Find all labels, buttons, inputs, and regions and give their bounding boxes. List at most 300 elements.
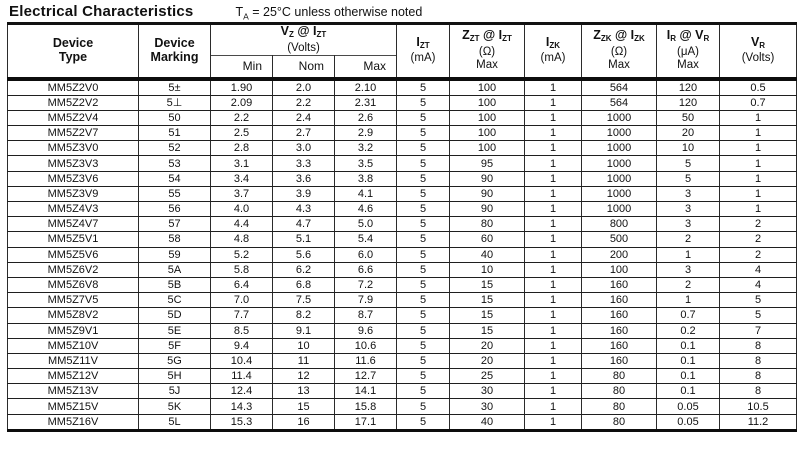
cell-device_marking: 57 xyxy=(139,217,211,232)
cell-izk_ma: 1 xyxy=(525,323,582,338)
cell-vz_min: 4.4 xyxy=(211,217,273,232)
cell-izt_ma: 5 xyxy=(397,141,450,156)
cell-zzk_max: 1000 xyxy=(582,110,657,125)
cell-zzk_max: 1000 xyxy=(582,186,657,201)
cell-device_marking: 5⊥ xyxy=(139,95,211,110)
cell-izk_ma: 1 xyxy=(525,141,582,156)
cell-zzk_max: 160 xyxy=(582,338,657,353)
cell-device_marking: 5A xyxy=(139,262,211,277)
cell-zzt_max: 15 xyxy=(450,323,525,338)
cell-izk_ma: 1 xyxy=(525,384,582,399)
cell-vz_min: 2.5 xyxy=(211,126,273,141)
cell-izt_ma: 5 xyxy=(397,171,450,186)
cell-device_type: MM5Z8V2 xyxy=(8,308,139,323)
note-symbol-subscript: A xyxy=(243,11,249,22)
cell-zzt_max: 90 xyxy=(450,186,525,201)
cell-device_marking: 5± xyxy=(139,79,211,96)
cell-zzt_max: 15 xyxy=(450,308,525,323)
cell-izk_ma: 1 xyxy=(525,353,582,368)
table-row xyxy=(8,353,797,368)
col-header-vr xyxy=(720,24,797,79)
cell-vr_volts: 2 xyxy=(720,217,797,232)
cell-izk_ma: 1 xyxy=(525,277,582,292)
cell-vz_min: 1.90 xyxy=(211,79,273,96)
cell-vz_nom: 8.2 xyxy=(273,308,335,323)
cell-device_marking: 5F xyxy=(139,338,211,353)
cell-device_marking: 5D xyxy=(139,308,211,323)
cell-device_type: MM5Z16V xyxy=(8,414,139,430)
cell-zzt_max: 20 xyxy=(450,353,525,368)
cell-vr_volts: 7 xyxy=(720,323,797,338)
cell-device_type: MM5Z3V6 xyxy=(8,171,139,186)
cell-vz_nom: 15 xyxy=(273,399,335,414)
cell-vz_nom: 2.4 xyxy=(273,110,335,125)
cell-ir_max: 1 xyxy=(657,247,720,262)
cell-zzk_max: 500 xyxy=(582,232,657,247)
header-unit: (Ω) xyxy=(478,45,496,58)
cell-vz_max: 11.6 xyxy=(335,353,397,368)
cell-izk_ma: 1 xyxy=(525,414,582,430)
cell-device_type: MM5Z6V2 xyxy=(8,262,139,277)
cell-izk_ma: 1 xyxy=(525,202,582,217)
col-header-izt xyxy=(397,24,450,79)
cell-ir_max: 50 xyxy=(657,110,720,125)
cell-izt_ma: 5 xyxy=(397,308,450,323)
cell-device_type: MM5Z7V5 xyxy=(8,293,139,308)
header-max-label: Max xyxy=(608,59,630,71)
cell-zzt_max: 100 xyxy=(450,126,525,141)
cell-zzt_max: 90 xyxy=(450,171,525,186)
cell-izk_ma: 1 xyxy=(525,247,582,262)
cell-vz_max: 4.1 xyxy=(335,186,397,201)
cell-vz_max: 4.6 xyxy=(335,202,397,217)
cell-vz_min: 11.4 xyxy=(211,369,273,384)
cell-device_type: MM5Z2V0 xyxy=(8,79,139,96)
cell-izt_ma: 5 xyxy=(397,338,450,353)
cell-vr_volts: 1 xyxy=(720,126,797,141)
cell-izt_ma: 5 xyxy=(397,323,450,338)
cell-izt_ma: 5 xyxy=(397,384,450,399)
note-symbol: T xyxy=(235,5,244,19)
cell-ir_max: 0.1 xyxy=(657,369,720,384)
cell-zzk_max: 1000 xyxy=(582,202,657,217)
cell-device_marking: 51 xyxy=(139,126,211,141)
table-row xyxy=(8,217,797,232)
cell-ir_max: 3 xyxy=(657,186,720,201)
table-row xyxy=(8,156,797,171)
col-header-ir xyxy=(657,24,720,79)
cell-ir_max: 120 xyxy=(657,79,720,96)
cell-vr_volts: 1 xyxy=(720,141,797,156)
cell-zzk_max: 800 xyxy=(582,217,657,232)
cell-device_type: MM5Z11V xyxy=(8,353,139,368)
cell-ir_max: 0.2 xyxy=(657,323,720,338)
cell-izk_ma: 1 xyxy=(525,126,582,141)
cell-vz_max: 3.8 xyxy=(335,171,397,186)
header-label: $Z_{ZK}$ @ $I_{ZK}$ xyxy=(593,28,645,43)
cell-vz_max: 12.7 xyxy=(335,369,397,384)
cell-vz_max: 3.2 xyxy=(335,141,397,156)
cell-vz_min: 6.4 xyxy=(211,277,273,292)
table-row xyxy=(8,232,797,247)
cell-vz_max: 10.6 xyxy=(335,338,397,353)
table-row xyxy=(8,247,797,262)
cell-vz_nom: 2.2 xyxy=(273,95,335,110)
cell-vr_volts: 8 xyxy=(720,338,797,353)
table-row xyxy=(8,308,797,323)
cell-vr_volts: 1 xyxy=(720,186,797,201)
cell-vz_max: 7.2 xyxy=(335,277,397,292)
header-row-groups xyxy=(8,24,797,56)
cell-vr_volts: 1 xyxy=(720,171,797,186)
cell-vz_max: 5.0 xyxy=(335,217,397,232)
cell-device_type: MM5Z15V xyxy=(8,399,139,414)
cell-vr_volts: 5 xyxy=(720,308,797,323)
table-row xyxy=(8,202,797,217)
header-unit: (μA) xyxy=(677,45,699,58)
cell-vr_volts: 0.5 xyxy=(720,79,797,96)
cell-vz_nom: 2.0 xyxy=(273,79,335,96)
cell-izt_ma: 5 xyxy=(397,156,450,171)
header-label: $I_R$ @ $V_R$ xyxy=(666,28,710,43)
col-header-vz-max: Max xyxy=(335,56,397,79)
cell-izt_ma: 5 xyxy=(397,217,450,232)
cell-device_marking: 5B xyxy=(139,277,211,292)
cell-ir_max: 3 xyxy=(657,202,720,217)
cell-izk_ma: 1 xyxy=(525,262,582,277)
cell-vr_volts: 2 xyxy=(720,247,797,262)
cell-izk_ma: 1 xyxy=(525,217,582,232)
cell-vz_min: 3.1 xyxy=(211,156,273,171)
cell-device_type: MM5Z3V3 xyxy=(8,156,139,171)
table-row xyxy=(8,323,797,338)
header-label: $I_{ZT}$ xyxy=(416,34,430,50)
cell-vz_min: 9.4 xyxy=(211,338,273,353)
cell-vr_volts: 1 xyxy=(720,156,797,171)
table-row xyxy=(8,262,797,277)
cell-izt_ma: 5 xyxy=(397,126,450,141)
cell-device_type: MM5Z5V6 xyxy=(8,247,139,262)
cell-vz_min: 2.09 xyxy=(211,95,273,110)
cell-ir_max: 3 xyxy=(657,217,720,232)
cell-vr_volts: 11.2 xyxy=(720,414,797,430)
cell-device_type: MM5Z2V2 xyxy=(8,95,139,110)
cell-izk_ma: 1 xyxy=(525,110,582,125)
table-row xyxy=(8,399,797,414)
cell-ir_max: 120 xyxy=(657,95,720,110)
cell-vz_min: 5.8 xyxy=(211,262,273,277)
cell-vz_min: 12.4 xyxy=(211,384,273,399)
cell-device_type: MM5Z4V7 xyxy=(8,217,139,232)
table-row xyxy=(8,95,797,110)
cell-vz_min: 4.8 xyxy=(211,232,273,247)
cell-vr_volts: 2 xyxy=(720,232,797,247)
cell-zzk_max: 80 xyxy=(582,414,657,430)
cell-ir_max: 0.05 xyxy=(657,399,720,414)
header-label: $V_R$ xyxy=(750,34,766,50)
note-text: = 25°C unless otherwise noted xyxy=(248,5,423,19)
table-row xyxy=(8,414,797,430)
cell-device_type: MM5Z3V0 xyxy=(8,141,139,156)
cell-vz_min: 7.0 xyxy=(211,293,273,308)
cell-vz_max: 9.6 xyxy=(335,323,397,338)
cell-vz_max: 6.0 xyxy=(335,247,397,262)
cell-zzt_max: 15 xyxy=(450,277,525,292)
cell-vr_volts: 1 xyxy=(720,110,797,125)
cell-izt_ma: 5 xyxy=(397,95,450,110)
col-header-vz-nom: Nom xyxy=(273,56,335,79)
cell-vz_max: 2.31 xyxy=(335,95,397,110)
table-row xyxy=(8,171,797,186)
cell-zzt_max: 95 xyxy=(450,156,525,171)
cell-zzt_max: 40 xyxy=(450,414,525,430)
cell-vz_nom: 5.1 xyxy=(273,232,335,247)
cell-zzt_max: 25 xyxy=(450,369,525,384)
cell-ir_max: 5 xyxy=(657,171,720,186)
cell-izk_ma: 1 xyxy=(525,369,582,384)
header-max-label: Max xyxy=(476,59,498,71)
table-row xyxy=(8,110,797,125)
table-row xyxy=(8,369,797,384)
cell-zzt_max: 100 xyxy=(450,110,525,125)
cell-izt_ma: 5 xyxy=(397,414,450,430)
cell-vr_volts: 5 xyxy=(720,293,797,308)
cell-vz_min: 4.0 xyxy=(211,202,273,217)
cell-device_marking: 5E xyxy=(139,323,211,338)
cell-ir_max: 5 xyxy=(657,156,720,171)
cell-vr_volts: 1 xyxy=(720,202,797,217)
cell-zzk_max: 564 xyxy=(582,95,657,110)
col-header-vz-group xyxy=(211,24,397,56)
cell-vz_min: 7.7 xyxy=(211,308,273,323)
table-row xyxy=(8,384,797,399)
cell-vz_min: 2.2 xyxy=(211,110,273,125)
title-bar xyxy=(0,0,800,22)
cell-vz_min: 2.8 xyxy=(211,141,273,156)
cell-zzt_max: 60 xyxy=(450,232,525,247)
cell-izk_ma: 1 xyxy=(525,156,582,171)
header-label: $I_{ZK}$ xyxy=(545,34,561,50)
cell-ir_max: 10 xyxy=(657,141,720,156)
cell-zzk_max: 80 xyxy=(582,399,657,414)
cell-vz_nom: 6.8 xyxy=(273,277,335,292)
cell-izt_ma: 5 xyxy=(397,247,450,262)
cell-vz_min: 8.5 xyxy=(211,323,273,338)
cell-vr_volts: 0.7 xyxy=(720,95,797,110)
table-row xyxy=(8,277,797,292)
cell-device_type: MM5Z5V1 xyxy=(8,232,139,247)
cell-izt_ma: 5 xyxy=(397,110,450,125)
conditions-note xyxy=(235,5,422,22)
cell-vz_nom: 7.5 xyxy=(273,293,335,308)
header-unit: (Volts) xyxy=(741,52,775,65)
table-header xyxy=(8,24,797,79)
cell-ir_max: 0.05 xyxy=(657,414,720,430)
cell-vz_nom: 9.1 xyxy=(273,323,335,338)
cell-device_type: MM5Z3V9 xyxy=(8,186,139,201)
col-header-vz-min: Min xyxy=(211,56,273,79)
col-header-device-type xyxy=(8,24,139,79)
cell-izt_ma: 5 xyxy=(397,79,450,96)
cell-zzt_max: 100 xyxy=(450,141,525,156)
cell-vz_nom: 2.7 xyxy=(273,126,335,141)
col-header-zzk xyxy=(582,24,657,79)
col-header-izk xyxy=(525,24,582,79)
cell-vz_nom: 6.2 xyxy=(273,262,335,277)
cell-vz_max: 5.4 xyxy=(335,232,397,247)
cell-vz_min: 5.2 xyxy=(211,247,273,262)
cell-izk_ma: 1 xyxy=(525,79,582,96)
cell-zzk_max: 1000 xyxy=(582,141,657,156)
header-unit: (mA) xyxy=(410,52,436,65)
cell-zzt_max: 100 xyxy=(450,79,525,96)
cell-zzt_max: 30 xyxy=(450,384,525,399)
cell-device_marking: 5J xyxy=(139,384,211,399)
cell-ir_max: 0.1 xyxy=(657,338,720,353)
cell-device_marking: 56 xyxy=(139,202,211,217)
table-row xyxy=(8,141,797,156)
cell-zzk_max: 160 xyxy=(582,323,657,338)
cell-vz_nom: 3.9 xyxy=(273,186,335,201)
cell-zzk_max: 160 xyxy=(582,308,657,323)
cell-vz_nom: 11 xyxy=(273,353,335,368)
table-row xyxy=(8,186,797,201)
cell-ir_max: 0.7 xyxy=(657,308,720,323)
cell-vz_nom: 4.7 xyxy=(273,217,335,232)
cell-zzk_max: 160 xyxy=(582,353,657,368)
table-row xyxy=(8,79,797,96)
cell-vz_min: 14.3 xyxy=(211,399,273,414)
cell-izk_ma: 1 xyxy=(525,186,582,201)
cell-device_type: MM5Z4V3 xyxy=(8,202,139,217)
cell-vz_nom: 13 xyxy=(273,384,335,399)
cell-izt_ma: 5 xyxy=(397,262,450,277)
cell-device_type: MM5Z2V4 xyxy=(8,110,139,125)
cell-device_marking: 54 xyxy=(139,171,211,186)
cell-ir_max: 1 xyxy=(657,293,720,308)
cell-vz_nom: 5.6 xyxy=(273,247,335,262)
cell-izk_ma: 1 xyxy=(525,95,582,110)
cell-zzk_max: 200 xyxy=(582,247,657,262)
electrical-characteristics-table xyxy=(7,22,797,432)
cell-vr_volts: 8 xyxy=(720,353,797,368)
cell-vz_nom: 16 xyxy=(273,414,335,430)
cell-zzt_max: 90 xyxy=(450,202,525,217)
cell-vr_volts: 4 xyxy=(720,262,797,277)
cell-vz_min: 10.4 xyxy=(211,353,273,368)
cell-vz_min: 15.3 xyxy=(211,414,273,430)
cell-izt_ma: 5 xyxy=(397,202,450,217)
cell-vz_max: 3.5 xyxy=(335,156,397,171)
header-label: $Z_{ZT}$ @ $I_{ZT}$ xyxy=(462,28,512,43)
cell-zzk_max: 160 xyxy=(582,277,657,292)
header-max-label: Max xyxy=(677,59,699,71)
header-label: $V_Z$ @ $I_{ZT}$ xyxy=(280,24,327,39)
cell-izt_ma: 5 xyxy=(397,399,450,414)
header-label: Marking xyxy=(150,49,199,64)
cell-zzt_max: 15 xyxy=(450,293,525,308)
cell-device_marking: 50 xyxy=(139,110,211,125)
cell-device_marking: 58 xyxy=(139,232,211,247)
cell-zzk_max: 1000 xyxy=(582,126,657,141)
cell-izt_ma: 5 xyxy=(397,293,450,308)
cell-device_marking: 55 xyxy=(139,186,211,201)
cell-device_marking: 5C xyxy=(139,293,211,308)
cell-device_marking: 52 xyxy=(139,141,211,156)
cell-zzk_max: 160 xyxy=(582,293,657,308)
cell-vz_nom: 4.3 xyxy=(273,202,335,217)
cell-zzt_max: 20 xyxy=(450,338,525,353)
cell-vz_max: 8.7 xyxy=(335,308,397,323)
cell-device_type: MM5Z13V xyxy=(8,384,139,399)
cell-zzt_max: 10 xyxy=(450,262,525,277)
cell-vr_volts: 8 xyxy=(720,384,797,399)
cell-ir_max: 2 xyxy=(657,232,720,247)
page-title: Electrical Characteristics xyxy=(9,3,194,20)
header-label: Device xyxy=(154,36,195,51)
cell-device_type: MM5Z9V1 xyxy=(8,323,139,338)
cell-zzk_max: 1000 xyxy=(582,171,657,186)
cell-device_marking: 5G xyxy=(139,353,211,368)
cell-izk_ma: 1 xyxy=(525,308,582,323)
cell-vz_max: 6.6 xyxy=(335,262,397,277)
cell-ir_max: 20 xyxy=(657,126,720,141)
cell-vz_max: 2.9 xyxy=(335,126,397,141)
cell-vr_volts: 8 xyxy=(720,369,797,384)
table-row xyxy=(8,293,797,308)
header-label: Device xyxy=(52,36,94,51)
cell-zzt_max: 40 xyxy=(450,247,525,262)
cell-zzt_max: 80 xyxy=(450,217,525,232)
cell-izt_ma: 5 xyxy=(397,186,450,201)
cell-device_marking: 5H xyxy=(139,369,211,384)
cell-izt_ma: 5 xyxy=(397,277,450,292)
header-unit: (Volts) xyxy=(287,41,320,54)
cell-device_type: MM5Z10V xyxy=(8,338,139,353)
cell-vz_nom: 12 xyxy=(273,369,335,384)
cell-vz_max: 15.8 xyxy=(335,399,397,414)
cell-ir_max: 2 xyxy=(657,277,720,292)
cell-izk_ma: 1 xyxy=(525,338,582,353)
cell-zzk_max: 80 xyxy=(582,369,657,384)
cell-izk_ma: 1 xyxy=(525,232,582,247)
cell-vz_max: 2.6 xyxy=(335,110,397,125)
cell-zzk_max: 1000 xyxy=(582,156,657,171)
cell-device_marking: 5L xyxy=(139,414,211,430)
cell-device_type: MM5Z6V8 xyxy=(8,277,139,292)
cell-vz_nom: 3.3 xyxy=(273,156,335,171)
cell-zzt_max: 100 xyxy=(450,95,525,110)
cell-vz_nom: 3.0 xyxy=(273,141,335,156)
table-row xyxy=(8,126,797,141)
header-unit: (Ω) xyxy=(610,45,628,58)
cell-device_marking: 59 xyxy=(139,247,211,262)
cell-device_type: MM5Z12V xyxy=(8,369,139,384)
cell-izk_ma: 1 xyxy=(525,399,582,414)
cell-vz_max: 7.9 xyxy=(335,293,397,308)
header-label: Type xyxy=(58,49,88,64)
table-body xyxy=(8,79,797,431)
cell-vz_min: 3.7 xyxy=(211,186,273,201)
cell-vz_nom: 3.6 xyxy=(273,171,335,186)
cell-zzk_max: 80 xyxy=(582,384,657,399)
cell-zzk_max: 564 xyxy=(582,79,657,96)
cell-device_type: MM5Z2V7 xyxy=(8,126,139,141)
cell-vz_min: 3.4 xyxy=(211,171,273,186)
cell-vz_max: 17.1 xyxy=(335,414,397,430)
cell-izt_ma: 5 xyxy=(397,369,450,384)
cell-vr_volts: 4 xyxy=(720,277,797,292)
